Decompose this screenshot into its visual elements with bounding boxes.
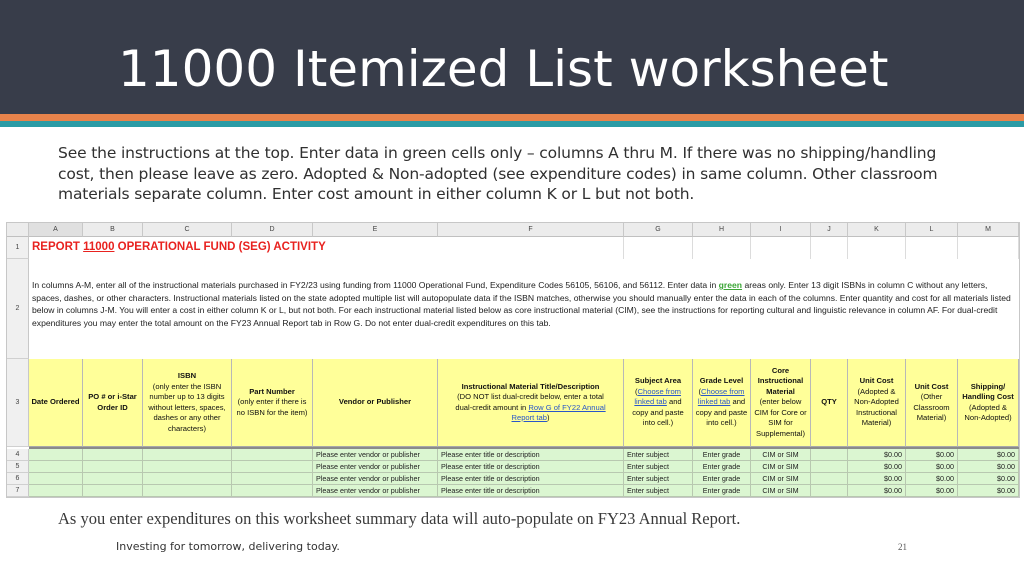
summary-caption: As you enter expenditures on this worksheet summary data will auto-populate on FY23 Annual Report.: [58, 509, 741, 528]
row-header-6[interactable]: 6: [7, 473, 29, 485]
cell-title[interactable]: Please enter title or description: [438, 473, 624, 485]
cell-unit-cost-other[interactable]: $0.00: [906, 461, 958, 473]
cell-subject[interactable]: Enter subject: [624, 461, 693, 473]
header-subject-note: and copy and paste into cell.): [632, 397, 684, 428]
cell-subject[interactable]: Enter subject: [624, 485, 693, 497]
header-unit-cost-other-label: Unit Cost: [914, 381, 949, 391]
column-header-d[interactable]: D: [232, 223, 313, 237]
header-cell-part-number[interactable]: [232, 359, 313, 447]
header-cell-unit-cost-other[interactable]: [906, 359, 958, 447]
cell-part-number[interactable]: [232, 485, 313, 497]
footer-tagline: Investing for tomorrow, delivering today.: [116, 540, 340, 553]
cell-title[interactable]: Please enter title or description: [438, 449, 624, 461]
row-header-5[interactable]: 5: [7, 461, 29, 473]
header-core-note: (enter below CIM for Core or SIM for Supplemental): [754, 397, 807, 438]
row2-text-part1: In columns A-M, enter all of the instructional materials purchased in FY2/23 using funding from 11000 Operational Fund, Expenditure Codes 56105, 56106, and 56112. Enter data in: [32, 280, 719, 290]
cell-vendor[interactable]: Please enter vendor or publisher: [313, 473, 438, 485]
column-header-c[interactable]: C: [143, 223, 232, 237]
header-part-number-note: (only enter if there is no ISBN for the item): [236, 397, 308, 417]
cell-vendor[interactable]: Please enter vendor or publisher: [313, 449, 438, 461]
header-cell-isbn[interactable]: [143, 359, 232, 447]
report-heading-fund: 11000: [83, 241, 115, 253]
cell-unit-cost[interactable]: $0.00: [848, 461, 906, 473]
spreadsheet-screenshot: [6, 222, 1020, 498]
cell-grade[interactable]: Enter grade: [693, 473, 751, 485]
cell-part-number[interactable]: [232, 473, 313, 485]
report-heading-prefix: REPORT: [32, 241, 84, 253]
column-header-k[interactable]: K: [848, 223, 906, 237]
row-header-4[interactable]: 4: [7, 449, 29, 461]
cell-title[interactable]: Please enter title or description: [438, 485, 624, 497]
cell-date[interactable]: [29, 449, 83, 461]
cell-isbn[interactable]: [143, 485, 232, 497]
subject-linked-tab-link[interactable]: Choose from linked tab: [634, 386, 681, 407]
header-cell-po-number[interactable]: [83, 359, 143, 447]
header-subject-paren: (: [634, 386, 638, 396]
report-heading: [32, 241, 326, 253]
row-header-3[interactable]: 3: [7, 359, 29, 447]
instructions-text: See the instructions at the top. Enter data in green cells only – columns A thru M. If there was no shipping/handling cost, then please leave as zero. Adopted & Non-adopted (see expenditure codes) in same column. Other classroom materials separate column. Enter cost amount in either column K or L but not both.: [58, 144, 938, 203]
cell-unit-cost[interactable]: $0.00: [848, 449, 906, 461]
row1-cell-h[interactable]: [693, 237, 751, 259]
slide-title: 11000 Itemized List worksheet: [118, 40, 889, 98]
row1-cell-f[interactable]: [438, 237, 624, 259]
header-part-number-label: Part Number: [249, 386, 295, 396]
grade-linked-tab-link[interactable]: Choose from linked tab: [697, 386, 745, 407]
cell-subject[interactable]: Enter subject: [624, 449, 693, 461]
column-header-j[interactable]: J: [811, 223, 848, 237]
header-cell-shipping[interactable]: [958, 359, 1019, 447]
cell-cim[interactable]: CIM or SIM: [751, 485, 811, 497]
header-unit-cost-other-note: (Other Classroom Material): [913, 392, 950, 422]
cell-isbn[interactable]: [143, 449, 232, 461]
header-grade-note: and copy and paste into cell.): [695, 397, 748, 428]
cell-isbn[interactable]: [143, 473, 232, 485]
header-unit-cost-label: Unit Cost: [859, 376, 894, 386]
cell-unit-cost-other[interactable]: $0.00: [906, 449, 958, 461]
cell-date[interactable]: [29, 485, 83, 497]
cell-unit-cost-other[interactable]: $0.00: [906, 485, 958, 497]
cell-po[interactable]: [83, 449, 143, 461]
column-header-i[interactable]: I: [751, 223, 811, 237]
cell-title[interactable]: Please enter title or description: [438, 461, 624, 473]
fy22-annual-report-link[interactable]: Row G of FY22 Annual Report tab: [511, 402, 606, 422]
cell-shipping[interactable]: $0.00: [958, 485, 1019, 497]
header-cell-vendor[interactable]: [313, 359, 438, 447]
header-isbn-label: ISBN: [177, 371, 197, 380]
cell-date[interactable]: [29, 461, 83, 473]
cell-shipping[interactable]: $0.00: [958, 473, 1019, 485]
cell-unit-cost-other[interactable]: $0.00: [906, 473, 958, 485]
row2-text-part2: areas only. Enter 13 digit ISBNs in column C without any letters, spaces, dashes, or other characters. Instructional materials listed on the state adopted multiple list will autopopulate data if the ISBN matches, otherwise you should manually enter the data in each of the columns. Enter quantity and cost for all materials listed below in columns J-M. You will enter a cost in either column K or L, but not both. For each instructional material listed below as core instructional material (CIM), see the instructions for reporting cultural and linguistic relevance in column AF. For dual-credit expenditures you may enter the total amount on the FY23 Annual Report tab in Row G. Do not enter dual-credit expenditures on this tab.: [32, 280, 1011, 328]
header-title-note-end: ): [546, 413, 550, 422]
column-header-g[interactable]: G: [624, 223, 693, 237]
row1-cell-j[interactable]: [811, 237, 848, 259]
row1-cell-g[interactable]: [624, 237, 693, 259]
header-title-note: (DO NOT list dual-credit below, enter a total dual-credit amount in: [455, 392, 604, 412]
header-date-ordered-label: Date Ordered: [31, 397, 80, 407]
column-header-a[interactable]: A: [29, 223, 83, 237]
cell-qty[interactable]: [811, 449, 848, 461]
row1-cell-i[interactable]: [751, 237, 811, 259]
header-cell-core-material[interactable]: [751, 359, 811, 447]
header-shipping-label: Shipping/ Handling Cost: [962, 381, 1014, 401]
header-shipping-note: (Adopted & Non-Adopted): [964, 402, 1012, 422]
header-cell-title-description[interactable]: [438, 359, 624, 447]
header-unit-cost-note: (Adopted & Non-Adopted Instructional Material): [854, 386, 899, 428]
report-heading-suffix: OPERATIONAL FUND (SEG) ACTIVITY: [114, 241, 326, 253]
row2-instructions: [32, 279, 1017, 329]
cell-po[interactable]: [83, 461, 143, 473]
cell-unit-cost[interactable]: $0.00: [848, 473, 906, 485]
cell-subject[interactable]: Enter subject: [624, 473, 693, 485]
cell-shipping[interactable]: $0.00: [958, 449, 1019, 461]
header-core-label: Core Instructional Material: [757, 365, 804, 396]
row-header-1[interactable]: 1: [7, 237, 29, 259]
column-header-h[interactable]: H: [693, 223, 751, 237]
header-qty-label: QTY: [821, 397, 837, 407]
header-grade-label: Grade Level: [699, 376, 744, 386]
header-cell-qty[interactable]: [811, 359, 848, 447]
select-all-corner[interactable]: [7, 223, 29, 237]
header-vendor-label: Vendor or Publisher: [338, 397, 412, 407]
cell-isbn[interactable]: [143, 461, 232, 473]
header-subject-label: Subject Area: [634, 376, 682, 386]
row-header-7[interactable]: 7: [7, 485, 29, 497]
cell-cim[interactable]: CIM or SIM: [751, 473, 811, 485]
cell-qty[interactable]: [811, 461, 848, 473]
row1-cell-m[interactable]: [958, 237, 1019, 259]
title-bar: [0, 0, 1024, 114]
row1-cell-k[interactable]: [848, 237, 906, 259]
cell-grade[interactable]: Enter grade: [693, 449, 751, 461]
cell-cim[interactable]: CIM or SIM: [751, 461, 811, 473]
header-cell-subject-area[interactable]: [624, 359, 693, 447]
column-header-l[interactable]: L: [906, 223, 958, 237]
column-header-e[interactable]: E: [313, 223, 438, 237]
cell-date[interactable]: [29, 473, 83, 485]
cell-vendor[interactable]: Please enter vendor or publisher: [313, 485, 438, 497]
cell-cim[interactable]: CIM or SIM: [751, 449, 811, 461]
cell-po[interactable]: [83, 473, 143, 485]
row2-green-word: green: [718, 280, 743, 290]
accent-stripe-orange: [0, 114, 1024, 121]
header-cell-unit-cost-adopted[interactable]: [848, 359, 906, 447]
cell-shipping[interactable]: $0.00: [958, 461, 1019, 473]
accent-stripe-teal: [0, 121, 1024, 127]
cell-unit-cost[interactable]: $0.00: [848, 485, 906, 497]
cell-grade[interactable]: Enter grade: [693, 485, 751, 497]
header-isbn-note: (only enter the ISBN number up to 13 digits without letters, spaces, dashes or any other characters): [148, 381, 226, 433]
column-header-b[interactable]: B: [83, 223, 143, 237]
row-header-2[interactable]: 2: [7, 259, 29, 359]
cell-part-number[interactable]: [232, 461, 313, 473]
cell-qty[interactable]: [811, 485, 848, 497]
row1-cell-l[interactable]: [906, 237, 958, 259]
header-title-label: Instructional Material Title/Description: [461, 381, 600, 391]
cell-part-number[interactable]: [232, 449, 313, 461]
cell-qty[interactable]: [811, 473, 848, 485]
header-cell-date-ordered[interactable]: [29, 359, 83, 447]
cell-po[interactable]: [83, 485, 143, 497]
cell-grade[interactable]: Enter grade: [693, 461, 751, 473]
column-header-f[interactable]: F: [438, 223, 624, 237]
page-number: 21: [898, 542, 907, 552]
header-po-label: PO # or i-Star Order ID: [88, 392, 137, 412]
cell-vendor[interactable]: Please enter vendor or publisher: [313, 461, 438, 473]
column-header-m[interactable]: M: [958, 223, 1019, 237]
header-grade-paren: (: [698, 386, 702, 396]
header-cell-grade-level[interactable]: [693, 359, 751, 447]
